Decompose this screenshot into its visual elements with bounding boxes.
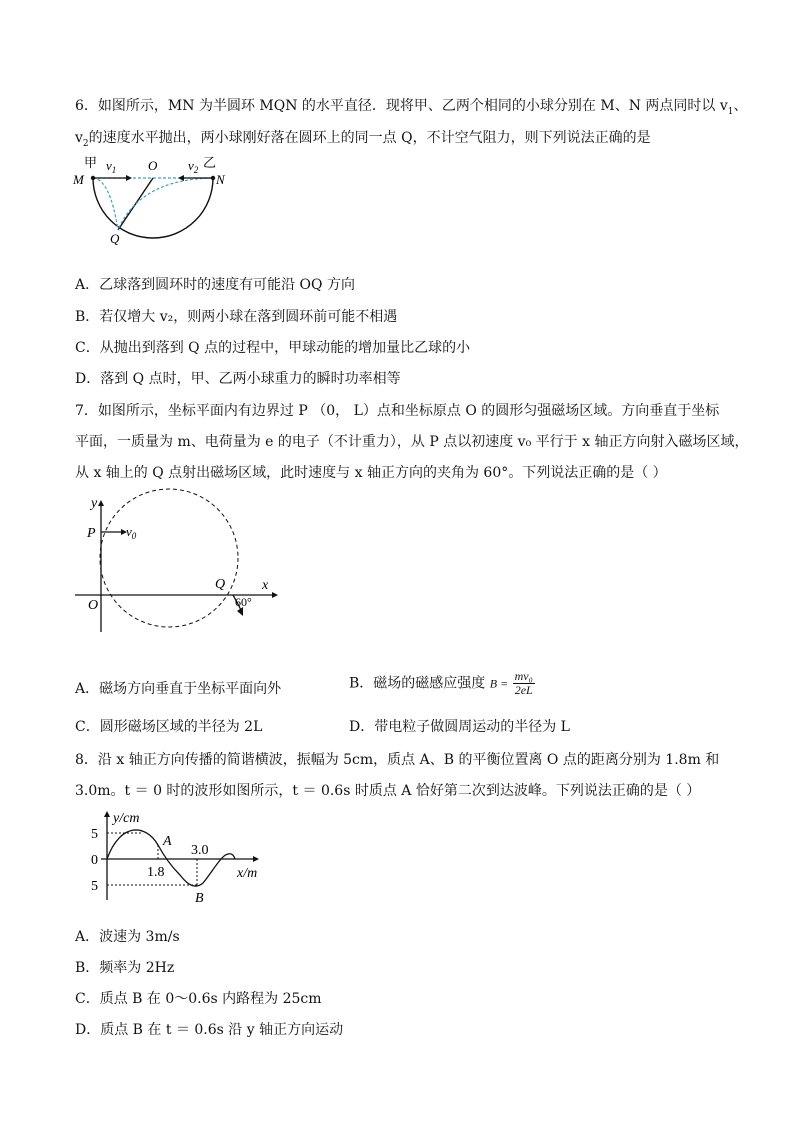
semicircle-ring [93, 178, 213, 238]
label-jia: 甲 [84, 155, 98, 170]
label-v2: v [188, 158, 194, 173]
svg-text:v1: $v_1$ [106, 158, 117, 175]
q8-stem-line2: 3.0m。t ＝ 0 时的波形如图所示，t ＝ 0.6s 时质点 A 恰好第二次到达波峰。下列说法正确的是（ ） [75, 783, 701, 799]
label-m: M [73, 172, 84, 187]
label-o: O [148, 158, 158, 173]
trajectory-jia [93, 178, 118, 230]
label-yi: 乙 [203, 155, 217, 170]
label-a: A [163, 834, 172, 849]
label-v1: v [106, 158, 112, 173]
q7-stem-line2: 平面，一质量为 m、电荷量为 e 的电子（不计重力），从 P 点以初速度 v₀ 平行于 x 轴正方向射入磁场区域， [75, 434, 749, 450]
label-y-5-top: 5 [91, 827, 98, 842]
q8-option-b: B．频率为 2Hz [75, 960, 175, 976]
label-p: P [87, 526, 96, 541]
q6-option-c: C．从抛出到落到 Q 点的过程中，甲球动能的增加量比乙球的小 [75, 340, 471, 356]
label-y-0: 0 [91, 853, 98, 868]
label-n: N [216, 172, 225, 187]
svg-text:v2: $v_2$ [188, 158, 199, 175]
q7-option-b: B．磁场的磁感应强度 B = $\frac{\text{mv₀}}{2eL}$ [349, 669, 533, 697]
q8-option-a: A．波速为 3m/s [75, 929, 180, 945]
q6-option-a: A．乙球落到圆环时的速度有可能沿 OQ 方向 [75, 277, 355, 293]
label-x-3-0: 3.0 [191, 843, 209, 858]
q7-stem-line3: 从 x 轴上的 Q 点射出磁场区域，此时速度与 x 轴正方向的夹角为 60°。下列说法正确的是（ ） [75, 465, 667, 481]
q7-option-d: D．带电粒子做圆周运动的半径为 L [349, 719, 570, 735]
label-x-1-8: 1.8 [147, 865, 165, 880]
q7-option-a: A．磁场方向垂直于坐标平面向外 [75, 681, 282, 697]
q7-option-c: C．圆形磁场区域的半径为 2L [75, 719, 263, 735]
label-v0: v [126, 524, 132, 539]
label-x: x [262, 578, 269, 593]
ball-jia [91, 176, 95, 180]
ball-yi [211, 176, 215, 180]
q8-option-d: D．质点 B 在 t ＝ 0.6s 沿 y 轴正方向运动 [75, 1022, 344, 1038]
label-q: Q [110, 231, 120, 246]
q8-figure [85, 808, 285, 908]
label-y-cm: y/cm [113, 811, 140, 826]
label-y-5-bottom: 5 [91, 879, 98, 894]
q7-figure [70, 492, 290, 642]
label-b: B [195, 891, 204, 906]
fraction-b: $\frac{\text{mv₀}}{2eL}$ [514, 669, 533, 697]
q8-option-c: C．质点 B 在 0～0.6s 内路程为 25cm [75, 991, 322, 1007]
q6-stem-line1: 6．如图所示，MN 为半圆环 MQN 的水平直径．现将甲、乙两个相同的小球分别在 M、N 两点同时以 $v_1$、 [75, 98, 748, 117]
q7-stem-line1: 7．如图所示，坐标平面内有边界过 P （0， L）点和坐标原点 O 的圆形匀强磁场区域。方向垂直于坐标 [75, 403, 720, 419]
label-q: Q [215, 577, 226, 592]
label-y: y [91, 496, 98, 511]
label-60deg: 60° [235, 595, 252, 609]
label-o: O [88, 598, 99, 613]
trajectory-yi [118, 178, 213, 230]
svg-text:v0: $v_0$ [126, 524, 137, 541]
q6-option-b: B．若仅增大 v₂，则两小球在落到圆环前可能不相遇 [75, 309, 398, 325]
radius-oq [118, 178, 153, 230]
q6-stem-line2: $v_2$的速度水平抛出，两小球刚好落在圆环上的同一点 Q，不计空气阻力，则下列说法正确的是 [75, 130, 651, 149]
q6-option-d: D．落到 Q 点时，甲、乙两小球重力的瞬时功率相等 [75, 371, 401, 387]
label-x-m: x/m [237, 866, 258, 881]
q8-stem-line1: 8．沿 x 轴正方向传播的简谐横波，振幅为 5cm，质点 A、B 的平衡位置离 O 点的距离分别为 1.8m 和 [75, 752, 720, 768]
magnetic-field-circle [100, 489, 238, 627]
q6-figure [70, 152, 240, 252]
